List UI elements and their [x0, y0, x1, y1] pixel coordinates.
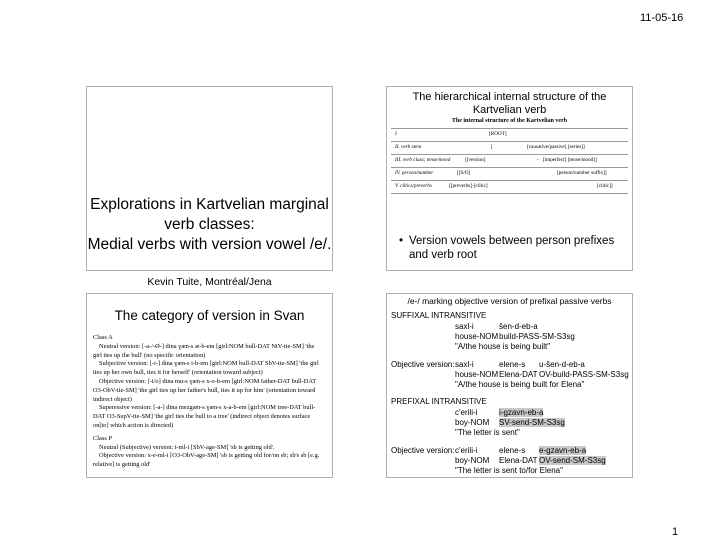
figure-cell: [[version] — [465, 157, 486, 163]
slide-prefixal-passive[interactable] — [386, 293, 633, 478]
gloss-word: u-šen-d-eb-a — [539, 360, 585, 369]
figure-title: The internal structure of the Kartvelian verb — [451, 118, 568, 124]
gloss-word: c'erili-i — [455, 408, 478, 417]
gloss-word: elene-s — [499, 360, 526, 369]
figure-row-label: II. verb stem — [395, 144, 422, 150]
gloss-translation: "A/the house is being built" — [455, 342, 551, 351]
slide-svan-version[interactable] — [86, 293, 333, 478]
gloss-word: house-NOM — [455, 370, 499, 379]
slide-prefixal-title: /e-/ marking objective version of prefixal passive verbs — [407, 296, 612, 306]
svan-example: Objective version: x-e-ml-i [O3-ObV-age-SM] 'sb is getting old for/on sb; sb's sb [e.g. relative] is getting old' — [93, 452, 320, 469]
gloss-word-highlighted: SV-send-SM-S3sg — [499, 418, 565, 427]
section-heading: SUFFIXAL INTRANSITIVE — [391, 311, 487, 320]
page-number: 1 — [672, 526, 679, 538]
svan-example: Superessive version: [-a-] dina mezgæn-s ɣæn-s x-a-b-em [girl:NOM tree-DAT bull-DAT O3-SupV-tie-SM] 'the girl ties the bull to a tree' (indirect object denotes surface on[to] which action is directed) — [93, 404, 316, 429]
figure-row — [391, 129, 628, 141]
slide-hierarchy[interactable] — [386, 86, 633, 271]
section-heading: PREFIXAL INTRANSITIVE — [391, 397, 487, 406]
gloss-word: elene-s — [499, 446, 526, 455]
slide-svan-title: The category of version in Svan — [114, 308, 305, 323]
title-line: Medial verbs with version vowel /e/. — [87, 236, 332, 253]
figure-row-label: I — [395, 131, 397, 137]
gloss-label: Objective version: — [391, 360, 455, 369]
svan-class-heading: Class A — [93, 334, 113, 341]
gloss-word-highlighted: i-gzavn-eb-a — [499, 408, 544, 417]
gloss-word: c'erili-i — [455, 446, 478, 455]
figure-cell: [ROOT] — [489, 131, 507, 137]
figure-cell: [person/number suffix]] — [557, 170, 607, 176]
gloss-translation: "The letter is sent" — [455, 428, 520, 437]
gloss-word-highlighted: OV-send-SM-S3sg — [539, 456, 606, 465]
figure-cell: [[S/O] — [457, 170, 471, 176]
title-line: The hierarchical internal structure of the — [412, 91, 607, 103]
figure-cell: [clitic]] — [597, 183, 613, 189]
figure-row-label: V. clitics/preverbs — [395, 183, 432, 189]
svan-class-heading: Class P — [93, 434, 113, 442]
gloss-label: Objective version: — [391, 446, 455, 455]
date-header: 11-05-16 — [640, 12, 684, 24]
bullet-text: Version vowels between person prefixes and verb root — [409, 235, 615, 261]
gloss-word-highlighted: e-gzavn-eb-a — [539, 446, 587, 455]
svan-examples — [93, 334, 323, 470]
svan-example: Neutral (Subjective) version: i-ml-i [SbV-age-SM] 'sb is getting old'. — [99, 443, 275, 451]
title-line: Kartvelian verb — [472, 104, 547, 116]
slide-hierarchy-title — [387, 91, 632, 117]
bullet-icon: • — [399, 235, 404, 247]
gloss-word: OV-build-PASS-SM-S3sg — [539, 370, 629, 379]
gloss-word: Elena-DAT — [499, 456, 538, 465]
figure-cell: [ — [491, 144, 493, 150]
figure-cell: - — [537, 157, 539, 163]
figure-cell: [imperfect] [tense/mood]] — [543, 157, 597, 163]
figure-cell: [[preverbs]-[clitic] — [449, 183, 488, 189]
figure-row — [391, 168, 628, 180]
svan-example: Subjective version: [-i-] dina ɣæn-s i-b-em [girl:NOM bull-DAT SbV-tie-SM] 'the girl ties up her own bull, ties it for herself' (orientation toward subject) — [93, 360, 319, 377]
slide-title[interactable] — [86, 86, 333, 288]
figure-row-label: III. verb class; tense/mood — [395, 157, 451, 163]
title-line: Explorations in Kartvelian marginal — [90, 196, 329, 213]
figure-row-label: IV. person/number — [395, 170, 434, 176]
gloss-word: saxl-i — [455, 360, 474, 369]
figure-rule — [391, 193, 628, 194]
svan-example: Neutral version: [-a-/-Ø-] dina ɣæn-s æ-b-em [girl:NOM bull-DAT NtV-tie-SM] 'the girl ties up the bull' (no specific orientation) — [93, 342, 315, 359]
gloss-word: house-NOM — [455, 332, 499, 341]
gloss-word: saxl-i — [455, 322, 474, 331]
gloss-word: boy-NOM — [455, 418, 490, 427]
figure-row — [391, 181, 628, 193]
svan-example: Objective version: [-i/o] dina mu-s ɣæn-s x-o-b-em [girl:NOM father-DAT bull-DAT O3-ObV-tie-SM] 'the girl ties up her father's bull, ties it up for him' (orientation toward indirect object) — [93, 377, 317, 403]
figure-row — [391, 142, 628, 154]
figure-cell: [causative/passive] [series]] — [527, 144, 585, 150]
gloss-word: boy-NOM — [455, 456, 490, 465]
title-line: verb classes: — [164, 216, 255, 233]
gloss-word: build-PASS-SM-S3sg — [499, 332, 575, 341]
author: Kevin Tuite, Montréal/Jena — [147, 276, 272, 288]
gloss-word: šen-d-eb-a — [499, 322, 538, 331]
slide-title-heading — [87, 195, 332, 255]
gloss-word: Elena-DAT — [499, 370, 538, 379]
figure-row — [391, 155, 628, 167]
gloss-translation: "A/the house is being built for Elena" — [455, 380, 585, 389]
gloss-translation: "The letter is sent to/for Elena" — [455, 466, 563, 475]
